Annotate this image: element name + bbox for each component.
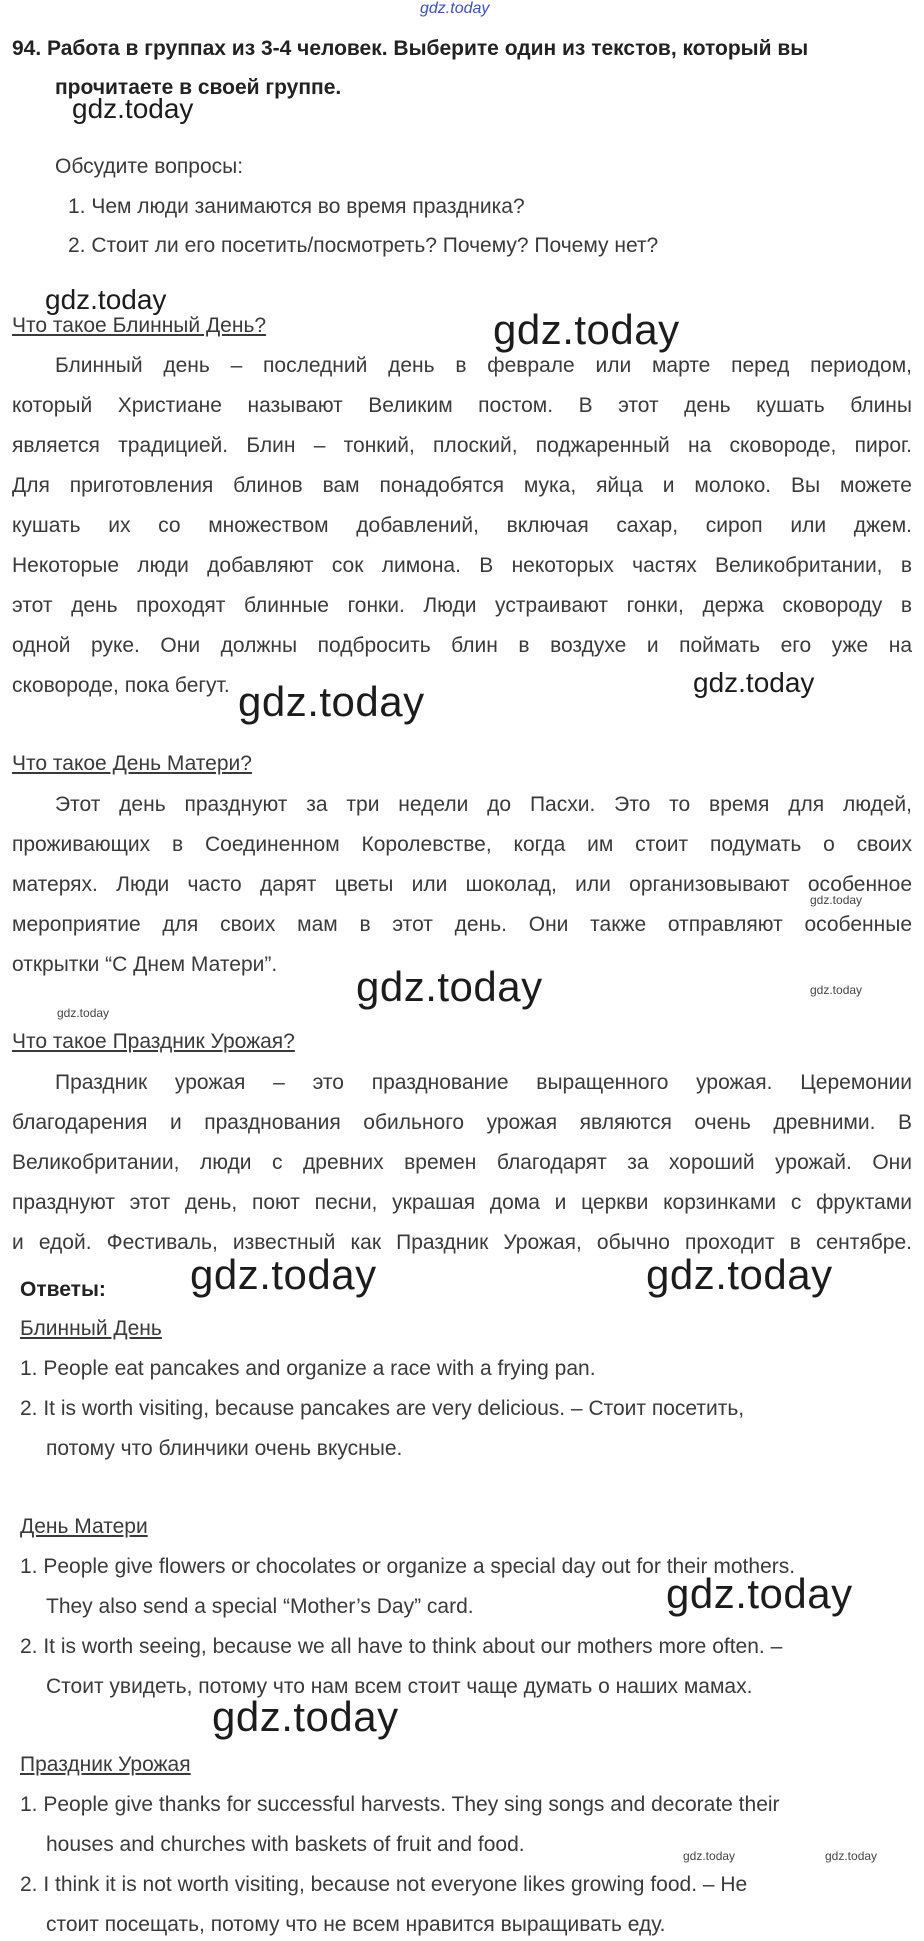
watermark: gdz.today — [666, 1570, 853, 1617]
watermark: gdz.today — [212, 1693, 399, 1740]
answer-line: houses and churches with baskets of fruit and food. — [46, 1833, 525, 1856]
paragraph-line: благодарения и празднования обильного урожая являются очень древними. В — [12, 1111, 912, 1134]
paragraph-line: который Христиане называют Великим постом. В этот день кушать блины — [12, 394, 912, 417]
answer-line: 1. People give thanks for successful harvests. They sing songs and decorate their — [20, 1793, 780, 1816]
section-heading-mothers-day: Что такое День Матери? — [12, 752, 252, 775]
answer-line: 2. I think it is not worth visiting, because not everyone likes growing food. – Не — [20, 1873, 748, 1896]
paragraph-line: Великобритании, люди с древних времен благодарят за хороший урожай. Они — [12, 1151, 912, 1174]
paragraph-line: мероприятие для своих мам в этот день. Они также отправляют особенные — [12, 913, 912, 936]
section-heading-harvest-festival: Что такое Праздник Урожая? — [12, 1030, 295, 1053]
paragraph-line: Для приготовления блинов вам понадобятся мука, яйца и молоко. Вы можете — [12, 474, 912, 497]
answer-heading-harvest-festival: Праздник Урожая — [20, 1753, 191, 1776]
task-line-2: прочитаете в своей группе. — [55, 76, 342, 99]
paragraph-line: Некоторые люди добавляют сок лимона. В некоторых частях Великобритании, в — [12, 554, 912, 577]
paragraph-line: Этот день празднуют за три недели до Пасхи. Это то время для людей, — [55, 793, 912, 816]
task-line-1: 94. Работа в группах из 3-4 человек. Выберите один из текстов, который вы — [12, 37, 809, 60]
answer-line: стоит посещать, потому что не всем нравится выращивать еду. — [46, 1913, 666, 1936]
answer-line: Стоит увидеть, потому что нам всем стоит чаще думать о наших мамах. — [46, 1675, 753, 1698]
paragraph-line: одной руке. Они должны подбросить блин в воздухе и поймать его уже на — [12, 634, 912, 657]
paragraph-line: празднуют этот день, поют песни, украшая дома и церкви корзинками с фруктами — [12, 1191, 912, 1214]
paragraph-line: Блинный день – последний день в феврале или марте перед периодом, — [55, 354, 912, 377]
watermark: gdz.today — [190, 1251, 377, 1298]
section-heading-pancake-day: Что такое Блинный День? — [12, 314, 267, 337]
watermark: gdz.today — [646, 1251, 833, 1298]
answer-line: 1. People eat pancakes and organize a race with a frying pan. — [20, 1357, 596, 1380]
answer-line: 1. People give flowers or chocolates or organize a special day out for their mothers. — [20, 1555, 796, 1578]
watermark: gdz.today — [72, 93, 194, 124]
answer-line: потому что блинчики очень вкусные. — [46, 1437, 403, 1460]
watermark: gdz.today — [356, 963, 543, 1010]
watermark: gdz.today — [693, 667, 815, 698]
answer-line: They also send a special “Mother’s Day” card. — [46, 1595, 474, 1618]
discuss-title: Обсудите вопросы: — [55, 155, 244, 178]
watermark: gdz.today — [493, 306, 680, 353]
answer-heading-pancake-day: Блинный День — [20, 1317, 162, 1340]
watermark-small: gdz.today — [683, 1849, 736, 1863]
answer-line: 2. It is worth seeing, because we all have to think about our mothers more often. – — [20, 1635, 783, 1658]
discuss-question-2: 2. Стоит ли его посетить/посмотреть? Почему? Почему нет? — [68, 234, 659, 257]
paragraph-line: сковороде, пока бегут. — [12, 674, 230, 697]
paragraph-line: открытки “С Днем Матери”. — [12, 953, 278, 976]
paragraph-line: проживающих в Соединенном Королевстве, когда им стоит подумать о своих — [12, 833, 912, 856]
paragraph-line: и едой. Фестиваль, известный как Праздник Урожая, обычно проходит в сентябре. — [12, 1231, 912, 1254]
answer-line: 2. It is worth visiting, because pancakes are very delicious. – Стоит посетить, — [20, 1397, 745, 1420]
answer-heading-mothers-day: День Матери — [20, 1515, 148, 1538]
watermark-small: gdz.today — [825, 1849, 878, 1863]
watermark-small: gdz.today — [810, 893, 863, 907]
watermark-small: gdz.today — [810, 983, 863, 997]
watermark-top: gdz.today — [420, 0, 490, 17]
discuss-question-1: 1. Чем люди занимаются во время праздника? — [68, 195, 525, 218]
paragraph-line: Праздник урожая – это празднование выращенного урожая. Церемонии — [55, 1071, 912, 1094]
answers-title: Ответы: — [20, 1278, 106, 1301]
paragraph-line: этот день проходят блинные гонки. Люди устраивают гонки, держа сковороду в — [12, 594, 912, 617]
watermark: gdz.today — [45, 284, 167, 315]
watermark-small: gdz.today — [57, 1006, 110, 1020]
paragraph-line: кушать их со множеством добавлений, включая сахар, сироп или джем. — [12, 514, 912, 537]
paragraph-line: является традицией. Блин – тонкий, плоский, поджаренный на сковороде, пирог. — [12, 434, 912, 457]
watermark: gdz.today — [238, 678, 425, 725]
paragraph-line: матерях. Люди часто дарят цветы или шоколад, или организовывают особенное — [12, 873, 912, 896]
